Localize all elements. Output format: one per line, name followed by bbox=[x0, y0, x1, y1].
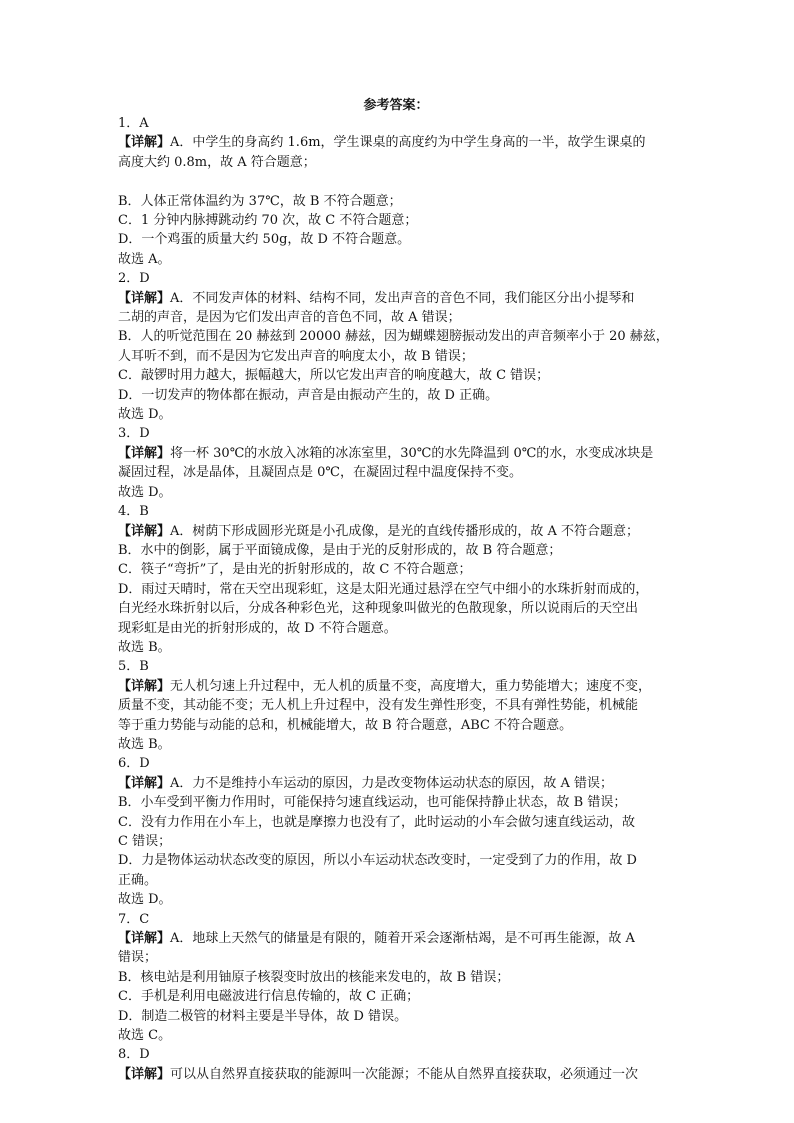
line-text: C．筷子“弯折”了，是由光的折射形成的，故 C 不符合题意； bbox=[118, 562, 472, 578]
line-text: 二胡的声音，是因为它们发出声音的音色不同，故 A 错误； bbox=[118, 310, 461, 326]
line-text: A．树荫下形成圆形光斑是小孔成像，是光的直线传播形成的，故 A 不符合题意； bbox=[170, 523, 640, 539]
text-line bbox=[118, 1065, 674, 1084]
text-line bbox=[118, 308, 674, 327]
text-line bbox=[118, 424, 674, 443]
line-text: 正确。 bbox=[118, 872, 158, 888]
detail-tag: 【详解】 bbox=[118, 445, 171, 461]
text-line bbox=[118, 560, 674, 579]
line-text: D．制造二极管的材料主要是半导体，故 D 错误。 bbox=[118, 1008, 408, 1024]
text-line bbox=[118, 483, 674, 502]
line-text: A．中学生的身高约 1.6m，学生课桌的高度约为中学生身高的一半，故学生课桌的 bbox=[170, 135, 646, 151]
line-text: 无人机匀速上升过程中，无人机的质量不变，高度增大，重力势能增大；速度不变， bbox=[170, 678, 652, 694]
text-line bbox=[118, 114, 674, 133]
line-text: 故选 B。 bbox=[118, 736, 171, 752]
text-line bbox=[118, 230, 674, 249]
text-line bbox=[118, 910, 674, 929]
line-text: 高度大约 0.8m，故 A 符合题意； bbox=[118, 154, 316, 170]
line-text: B．小车受到平衡力作用时，可能保持匀速直线运动，也可能保持静止状态，故 B 错误； bbox=[118, 795, 627, 811]
line-text: 故选 D。 bbox=[118, 407, 172, 423]
text-line bbox=[118, 716, 674, 735]
text-line bbox=[118, 890, 674, 909]
text-line bbox=[118, 444, 674, 463]
text-line bbox=[118, 1007, 674, 1026]
text-line bbox=[118, 638, 674, 657]
text-line bbox=[118, 813, 674, 832]
page-title: 参考答案： bbox=[363, 98, 429, 113]
text-line bbox=[118, 269, 674, 288]
line-text: 将一杯 30℃的水放入冰箱的冰冻室里，30℃的水先降温到 0℃的水，水变成冰块是 bbox=[170, 445, 654, 461]
line-text: 故选 C。 bbox=[118, 1028, 172, 1044]
text-line bbox=[118, 793, 674, 812]
line-text: A．地球上天然气的储量是有限的，随着开采会逐渐枯竭，是不可再生能源，故 A bbox=[170, 931, 635, 947]
text-line bbox=[118, 347, 674, 366]
line-text: 5．B bbox=[118, 659, 149, 675]
line-text: C．敲锣时用力越大，振幅越大，所以它发出声音的响度越大，故 C 错误； bbox=[118, 368, 550, 384]
line-text: 6．D bbox=[118, 756, 150, 772]
line-text: 人耳听不到，而不是因为它发出声音的响度太小，故 B 错误； bbox=[118, 348, 474, 364]
text-line bbox=[118, 541, 674, 560]
line-text: 2．D bbox=[118, 271, 150, 287]
line-text: A．不同发声体的材料、结构不同，发出声音的音色不同，我们能区分出小提琴和 bbox=[170, 290, 635, 306]
line-text: 质量不变，其动能不变；无人机上升过程中，没有发生弹性形变，不具有弹性势能，机械能 bbox=[118, 698, 639, 714]
line-text: 3．D bbox=[118, 426, 150, 442]
text-line bbox=[118, 1045, 674, 1064]
detail-tag: 【详解】 bbox=[118, 523, 171, 539]
text-line bbox=[118, 871, 674, 890]
blank-line bbox=[118, 172, 674, 191]
text-line bbox=[118, 133, 674, 152]
line-text: C．手机是利用电磁波进行信息传输的，故 C 正确； bbox=[118, 989, 420, 1005]
text-line bbox=[118, 580, 674, 599]
line-text: 白光经水珠折射以后，分成各种彩色光，这种现象叫做光的色散现象，所以说雨后的天空出 bbox=[118, 601, 639, 617]
line-text: D．一个鸡蛋的质量大约 50g，故 D 不符合题意。 bbox=[118, 232, 411, 248]
text-line bbox=[118, 754, 674, 773]
line-text: B．人的听觉范围在 20 赫兹到 20000 赫兹，因为蝴蝶翅膀振动发出的声音频率小于 20 赫兹， bbox=[118, 329, 669, 345]
line-text: B．核电站是利用铀原子核裂变时放出的核能来发电的，故 B 错误； bbox=[118, 969, 510, 985]
detail-tag: 【详解】 bbox=[118, 678, 171, 694]
text-line bbox=[118, 1026, 674, 1045]
answer-document bbox=[118, 98, 674, 1084]
text-line bbox=[118, 386, 674, 405]
line-text: 8．D bbox=[118, 1047, 150, 1063]
line-text: 凝固过程，冰是晶体，且凝固点是 0℃，在凝固过程中温度保持不变。 bbox=[118, 465, 522, 481]
text-line bbox=[118, 657, 674, 676]
text-line bbox=[118, 968, 674, 987]
line-text: B．人体正常体温约为 37℃，故 B 不符合题意； bbox=[118, 193, 402, 209]
text-line bbox=[118, 250, 674, 269]
text-line bbox=[118, 619, 674, 638]
line-text: 等于重力势能与动能的总和，机械能增大，故 B 符合题意，ABC 不符合题意。 bbox=[118, 717, 573, 733]
detail-tag: 【详解】 bbox=[118, 1066, 171, 1082]
line-text: 现彩虹是由光的折射形成的，故 D 不符合题意。 bbox=[118, 620, 397, 636]
line-text: 7．C bbox=[118, 911, 150, 927]
text-line bbox=[118, 522, 674, 541]
text-line bbox=[118, 677, 674, 696]
text-line bbox=[118, 405, 674, 424]
text-line bbox=[118, 599, 674, 618]
line-text: C．1 分钟内脉搏跳动约 70 次，故 C 不符合题意； bbox=[118, 213, 418, 229]
text-line bbox=[118, 696, 674, 715]
text-line bbox=[118, 327, 674, 346]
line-text: 故选 B。 bbox=[118, 639, 171, 655]
line-text: 故选 A。 bbox=[118, 251, 171, 267]
text-line bbox=[118, 366, 674, 385]
line-text: D．雨过天晴时，常在天空出现彩虹，这是太阳光通过悬浮在空气中细小的水珠折射而成的， bbox=[118, 581, 649, 597]
line-text: 1．A bbox=[118, 116, 149, 131]
detail-tag: 【详解】 bbox=[118, 931, 171, 947]
answer-body bbox=[118, 114, 674, 1084]
text-line bbox=[118, 153, 674, 172]
text-line bbox=[118, 211, 674, 230]
text-line bbox=[118, 851, 674, 870]
line-text: A．力不是维持小车运动的原因，力是改变物体运动状态的原因，故 A 错误； bbox=[170, 775, 614, 791]
detail-tag: 【详解】 bbox=[118, 775, 171, 791]
text-line bbox=[118, 502, 674, 521]
detail-tag: 【详解】 bbox=[118, 135, 171, 151]
text-line bbox=[118, 735, 674, 754]
detail-tag: 【详解】 bbox=[118, 290, 171, 306]
line-text: 故选 D。 bbox=[118, 892, 172, 908]
text-line bbox=[118, 929, 674, 948]
text-line bbox=[118, 289, 674, 308]
line-text: C．没有力作用在小车上，也就是摩擦力也没有了，此时运动的小车会做匀速直线运动，故 bbox=[118, 814, 635, 830]
line-text: C 错误； bbox=[118, 834, 172, 850]
text-line bbox=[118, 463, 674, 482]
line-text: 故选 D。 bbox=[118, 484, 172, 500]
line-text: 4．B bbox=[118, 504, 149, 520]
line-text: 可以从自然界直接获取的能源叫一次能源；不能从自然界直接获取，必须通过一次 bbox=[170, 1066, 639, 1082]
line-text: 错误； bbox=[118, 950, 158, 966]
line-text: D．力是物体运动状态改变的原因，所以小车运动状态改变时，一定受到了力的作用，故 D bbox=[118, 853, 637, 869]
text-line bbox=[118, 774, 674, 793]
line-text: B．水中的倒影，属于平面镜成像，是由于光的反射形成的，故 B 符合题意； bbox=[118, 542, 562, 558]
text-line bbox=[118, 192, 674, 211]
text-line bbox=[118, 948, 674, 967]
text-line bbox=[118, 987, 674, 1006]
line-text: D．一切发声的物体都在振动，声音是由振动产生的，故 D 正确。 bbox=[118, 387, 499, 403]
text-line bbox=[118, 832, 674, 851]
